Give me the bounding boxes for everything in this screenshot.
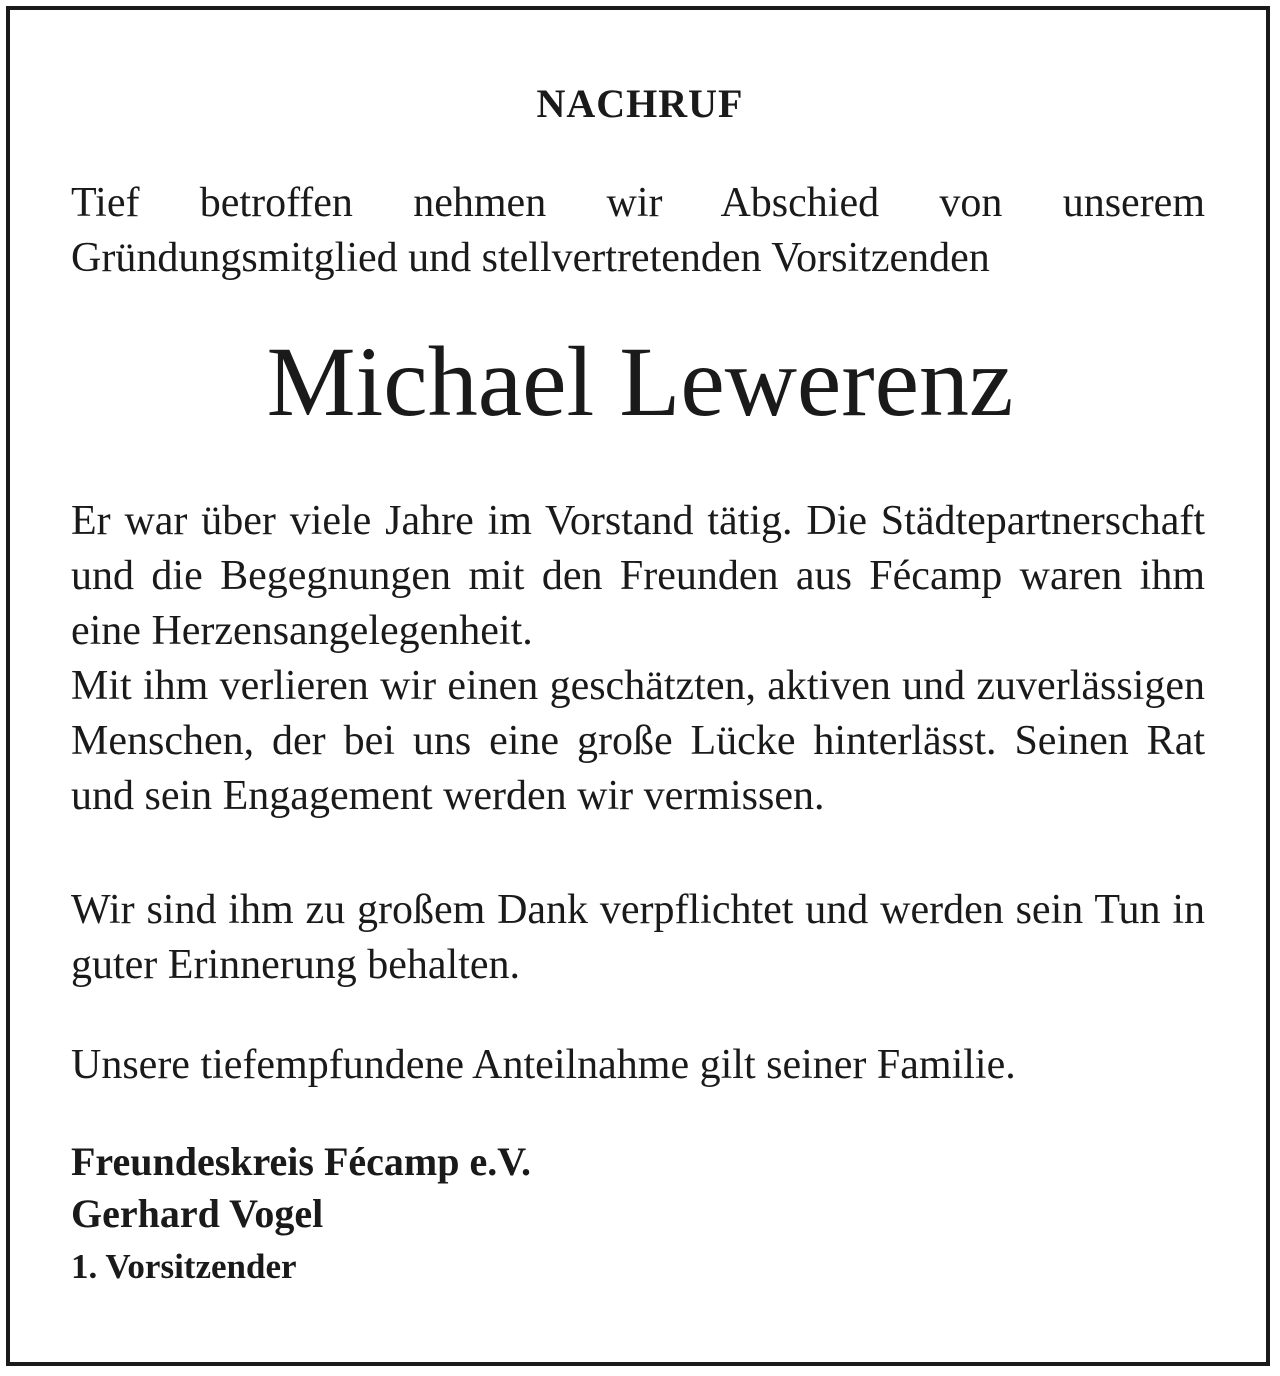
signature-name: Gerhard Vogel	[71, 1191, 324, 1236]
signature-organization: Freundeskreis Fécamp e.V.	[71, 1139, 531, 1184]
deceased-name: Michael Lewerenz	[266, 326, 1014, 437]
signature-role: 1. Vorsitzender	[71, 1247, 297, 1286]
body-paragraph-2: Mit ihm verlieren wir einen geschätzten, aktiven und zuverlässigen Menschen, der bei uns eine große Lücke hinterlässt. Seinen Rat und sein Engagement werden wir vermissen.	[71, 663, 1205, 819]
body-paragraph-3: Wir sind ihm zu großem Dank verpflichtet und werden sein Tun in guter Erinnerung behalten.	[71, 887, 1205, 988]
body-paragraph-1: Er war über viele Jahre im Vorstand tätig. Die Städtepartnerschaft und die Begegnungen mit den Freunden aus Fécamp waren ihm eine Herzensangelegenheit.	[71, 498, 1205, 654]
notice-heading: NACHRUF	[536, 81, 744, 126]
closing-paragraph: Unsere tiefempfundene Anteilnahme gilt seiner Familie.	[71, 1042, 1016, 1088]
intro-paragraph: Tief betroffen nehmen wir Abschied von unserem Gründungsmitglied und stellvertretenden Vorsitzenden	[71, 180, 1205, 281]
